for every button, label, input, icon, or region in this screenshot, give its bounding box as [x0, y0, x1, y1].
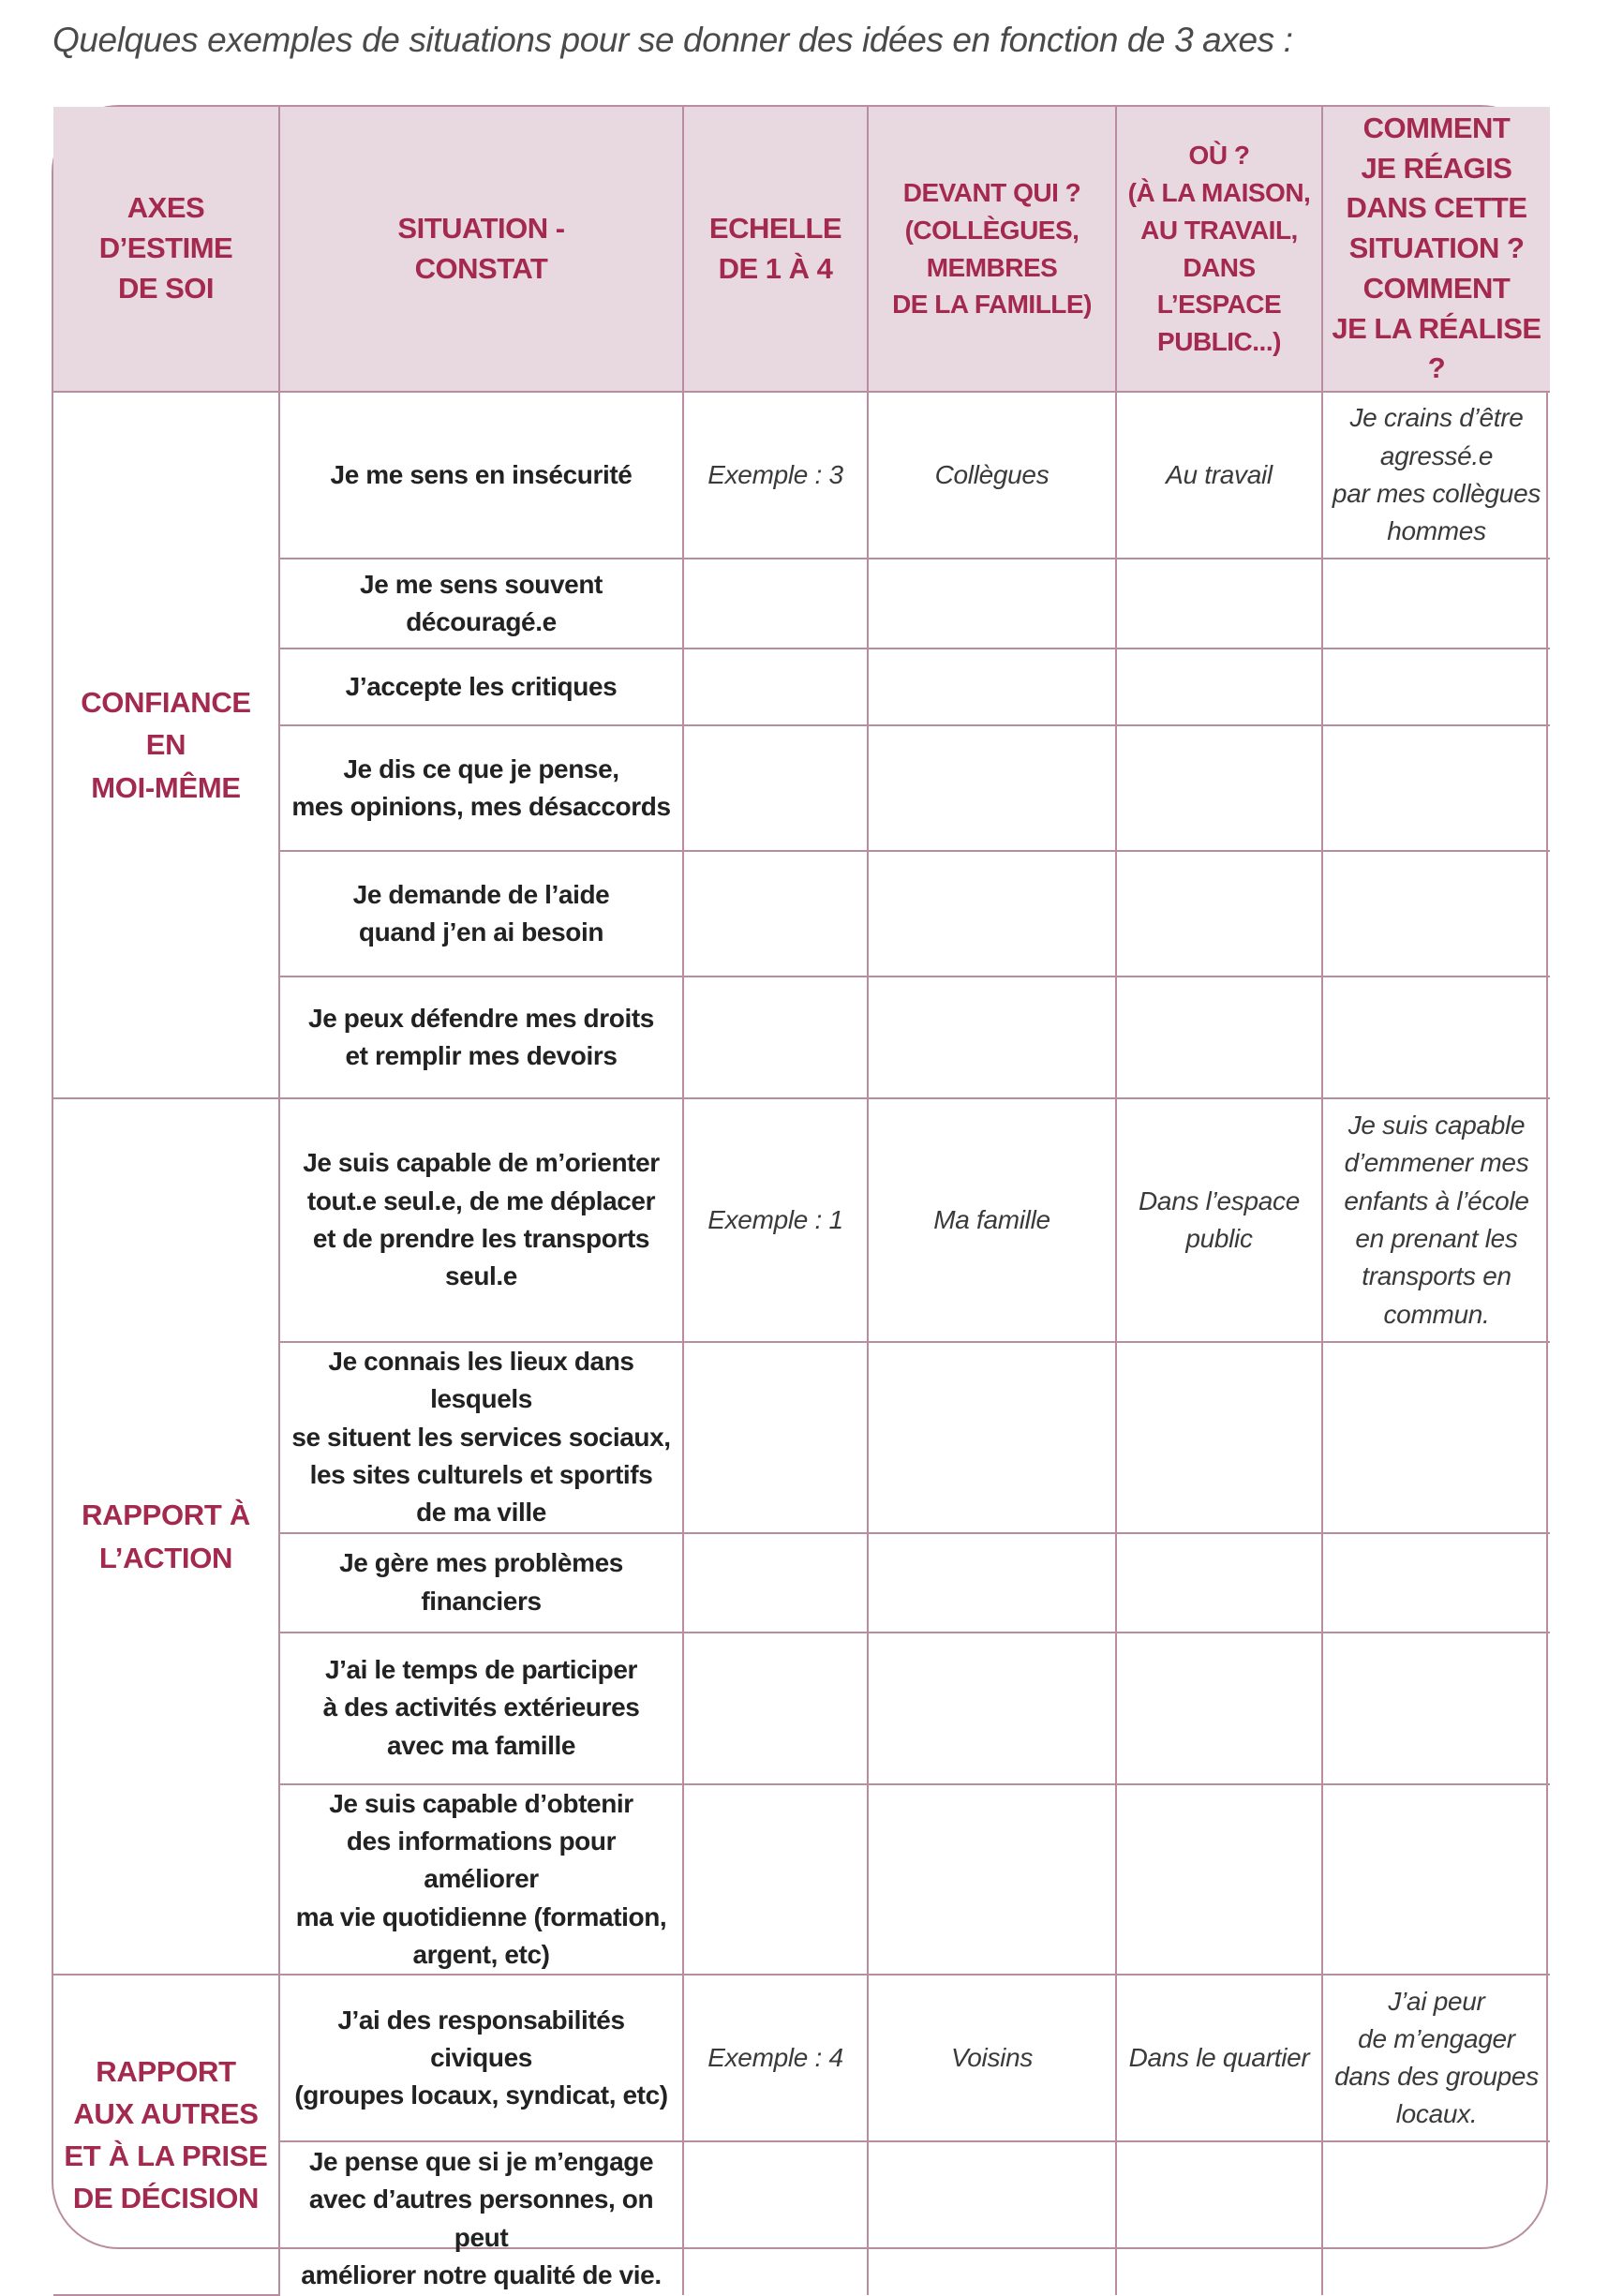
echelle-cell: Exemple : 3: [683, 392, 868, 559]
comment-cell: [1322, 1633, 1550, 1784]
ou-cell: Dans l’espace public: [1116, 1098, 1322, 1342]
comment-cell: [1322, 559, 1550, 649]
ou-cell: [1116, 1342, 1322, 1533]
echelle-cell: [683, 851, 868, 977]
devant-cell: [868, 1784, 1116, 1975]
devant-cell: Collègues: [868, 392, 1116, 559]
comment-cell: [1322, 1533, 1550, 1633]
header-row: [53, 107, 1550, 392]
echelle-cell: [683, 1633, 868, 1784]
comment-cell: [1322, 977, 1550, 1098]
header-axes: AXES D’ESTIME DE SOI: [53, 107, 279, 392]
ou-cell: [1116, 559, 1322, 649]
echelle-cell: [683, 1342, 868, 1533]
self-esteem-table: [53, 107, 1550, 2296]
situation-cell: Je demande de l’aide quand j’en ai besoin: [279, 851, 683, 977]
ou-cell: [1116, 2141, 1322, 2295]
echelle-cell: [683, 1784, 868, 1975]
situation-cell: Je dis ce que je pense, mes opinions, mes désaccords: [279, 725, 683, 851]
situation-cell: Je suis capable d’obtenir des informations pour améliorer ma vie quotidienne (formation, argent, etc): [279, 1784, 683, 1975]
situation-cell: Je suis capable de m’orienter tout.e seul.e, de me déplacer et de prendre les transports seul.e: [279, 1098, 683, 1342]
devant-cell: [868, 2141, 1116, 2295]
header-echelle: ECHELLE DE 1 À 4: [683, 107, 868, 392]
situation-cell: Je me sens en insécurité: [279, 392, 683, 559]
comment-cell: [1322, 725, 1550, 851]
situation-cell: Je peux défendre mes droits et remplir mes devoirs: [279, 977, 683, 1098]
ou-cell: [1116, 725, 1322, 851]
header-ou: OÙ ? (À LA MAISON, AU TRAVAIL, DANS L’ESPACE PUBLIC...): [1116, 107, 1322, 392]
echelle-cell: [683, 559, 868, 649]
echelle-cell: [683, 1533, 868, 1633]
comment-cell: J’ai peur de m’engager dans des groupes locaux.: [1322, 1975, 1550, 2141]
situation-cell: J’ai le temps de participer à des activités extérieures avec ma famille: [279, 1633, 683, 1784]
ou-cell: Au travail: [1116, 392, 1322, 559]
situation-cell: Je gère mes problèmes financiers: [279, 1533, 683, 1633]
comment-cell: [1322, 649, 1550, 725]
devant-cell: [868, 725, 1116, 851]
devant-cell: [868, 1533, 1116, 1633]
self-esteem-table-frame: [52, 105, 1548, 2289]
ou-cell: Dans le quartier: [1116, 1975, 1322, 2141]
comment-cell: Je suis capable d’emmener mes enfants à l’école en prenant les transports en commun.: [1322, 1098, 1550, 1342]
situation-cell: J’accepte les critiques: [279, 649, 683, 725]
header-comment: COMMENT JE RÉAGIS DANS CETTE SITUATION ? COMMENT JE LA RÉALISE ?: [1322, 107, 1550, 392]
echelle-cell: [683, 977, 868, 1098]
header-situation: SITUATION - CONSTAT: [279, 107, 683, 392]
ou-cell: [1116, 1533, 1322, 1633]
ou-cell: [1116, 851, 1322, 977]
situation-cell: Je pense que si je m’engage avec d’autres personnes, on peut améliorer notre qualité de vie.: [279, 2141, 683, 2295]
echelle-cell: [683, 2141, 868, 2295]
comment-cell: [1322, 1784, 1550, 1975]
comment-cell: [1322, 851, 1550, 977]
comment-cell: [1322, 2141, 1550, 2295]
comment-cell: Je crains d’être agressé.e par mes collègues hommes: [1322, 392, 1550, 559]
devant-cell: [868, 649, 1116, 725]
situation-cell: Je me sens souvent découragé.e: [279, 559, 683, 649]
header-devant-qui: DEVANT QUI ? (COLLÈGUES, MEMBRES DE LA FAMILLE): [868, 107, 1116, 392]
axis-confiance: CONFIANCE EN MOI-MÊME: [53, 392, 279, 1098]
situation-cell: Je connais les lieux dans lesquels se situent les services sociaux, les sites culturels et sportifs de ma ville: [279, 1342, 683, 1533]
devant-cell: [868, 977, 1116, 1098]
table-row: [53, 392, 1550, 559]
ou-cell: [1116, 1633, 1322, 1784]
situation-cell: J’ai des responsabilités civiques (groupes locaux, syndicat, etc): [279, 1975, 683, 2141]
echelle-cell: Exemple : 1: [683, 1098, 868, 1342]
ou-cell: [1116, 977, 1322, 1098]
echelle-cell: [683, 649, 868, 725]
ou-cell: [1116, 1784, 1322, 1975]
table-row: [53, 1098, 1550, 1342]
ou-cell: [1116, 649, 1322, 725]
devant-cell: Voisins: [868, 1975, 1116, 2141]
devant-cell: [868, 559, 1116, 649]
echelle-cell: [683, 725, 868, 851]
axis-autres: RAPPORT AUX AUTRES ET À LA PRISE DE DÉCISION: [53, 1975, 279, 2295]
comment-cell: [1322, 1342, 1550, 1533]
intro-text: Quelques exemples de situations pour se donner des idées en fonction de 3 axes :: [52, 21, 1293, 59]
devant-cell: [868, 1342, 1116, 1533]
devant-cell: [868, 1633, 1116, 1784]
devant-cell: Ma famille: [868, 1098, 1116, 1342]
axis-action: RAPPORT À L’ACTION: [53, 1098, 279, 1975]
devant-cell: [868, 851, 1116, 977]
table-row: [53, 1975, 1550, 2141]
echelle-cell: Exemple : 4: [683, 1975, 868, 2141]
